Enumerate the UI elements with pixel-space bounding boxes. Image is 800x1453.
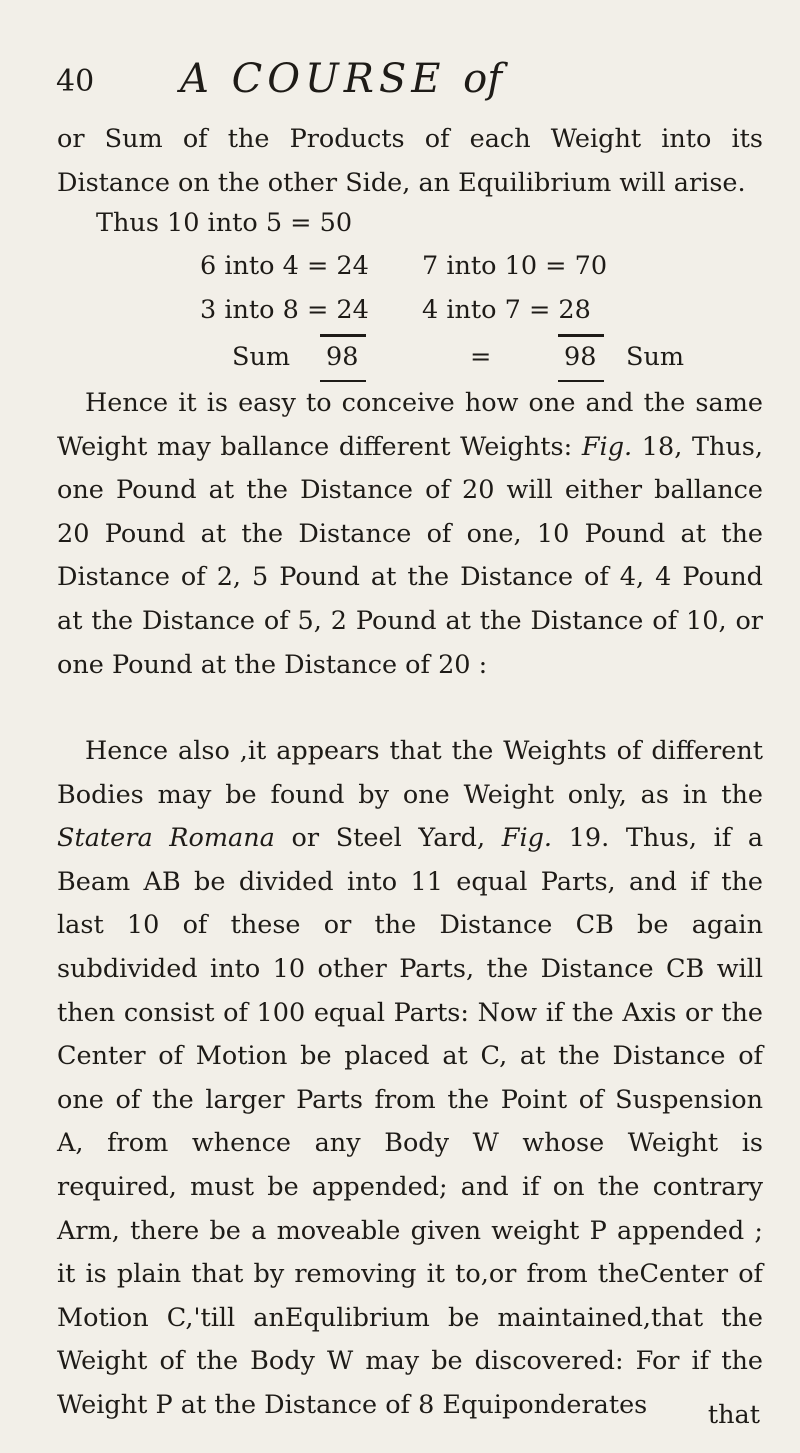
running-title — [180, 56, 502, 102]
running-title-of: of — [463, 56, 503, 102]
calc-line-right-2: 7 into 10 = 70 — [422, 251, 608, 281]
figure-ref-18: Fig. — [581, 431, 633, 462]
calculation-block — [0, 208, 800, 378]
statera-romana: Statera Romana — [57, 823, 275, 854]
calc-line-left-3: 3 into 8 = 24 — [200, 295, 369, 325]
calc-equals: = — [470, 342, 492, 372]
calc-sum-left: 98 — [326, 342, 359, 372]
calc-thus: Thus — [96, 208, 159, 238]
paragraph-1: or Sum of the Products of each Weight into its Distance on the other Side, an Equilibrium will arise. — [57, 124, 763, 198]
running-title-main: A COURSE — [180, 56, 446, 102]
calc-sum-right: 98 — [564, 342, 597, 372]
calc-line-left-2: 6 into 4 = 24 — [200, 251, 369, 281]
calc-line-right-3: 4 into 7 = 28 — [422, 295, 591, 325]
paragraph-3-text-c: 19. Thus, if a Beam AB be divided into 11 equal Parts, and if the last 10 of these or the Distance CB be again subdivided into 10 other Parts, the Distance CB will then consist of 100 equal Parts: Now if the Axis or the Center of Motion be placed at C, at the Distance of one of the larger Parts from the Point of Suspension A, from whence any Body W whose Weight is required, must be appended; and if on the contrary Arm, there be a moveable given weight P appended ; it is plain that by removing it to,or from theCenter of Motion C,'till anEqulibrium be maintained,that the Weight of the Body W may be discovered: For if the Weight P at the Distance of 8 Equiponderates — [57, 823, 764, 1420]
calc-sum-label-right: Sum — [626, 342, 685, 372]
catchword: that — [707, 1400, 760, 1430]
calc-sum-label-left: Sum — [232, 342, 291, 372]
calc-line-left-1: 10 into 5 = 50 — [167, 208, 353, 238]
figure-ref-19: Fig. — [501, 823, 553, 854]
calc-rule-right-top — [558, 334, 604, 337]
paragraph-2-text-b: 18, Thus, one Pound at the Distance of 20 will either ballance 20 Pound at the Distance of one, 10 Pound at the Distance of 2, 5 Pound at the Distance of 4, 4 Pound at the Distance of 5, 2 Pound at the Distance of 10, or one Pound at the Distance of 20 : — [57, 431, 763, 680]
paragraph-3-text-a: Hence also ,it appears that the Weights of different Bodies may be found by one Weight only, as in the — [57, 736, 763, 810]
page-number: 40 — [56, 64, 95, 99]
paragraph-2 — [57, 382, 763, 687]
page-header — [40, 22, 760, 102]
paragraph-3-text-b: or Steel Yard, — [291, 823, 486, 854]
paragraph-3 — [57, 730, 763, 1428]
paragraph-2-text-a: Hence it is easy to conceive how one and the same Weight may ballance different Weights: — [57, 388, 763, 462]
calc-rule-left-top — [320, 334, 366, 337]
